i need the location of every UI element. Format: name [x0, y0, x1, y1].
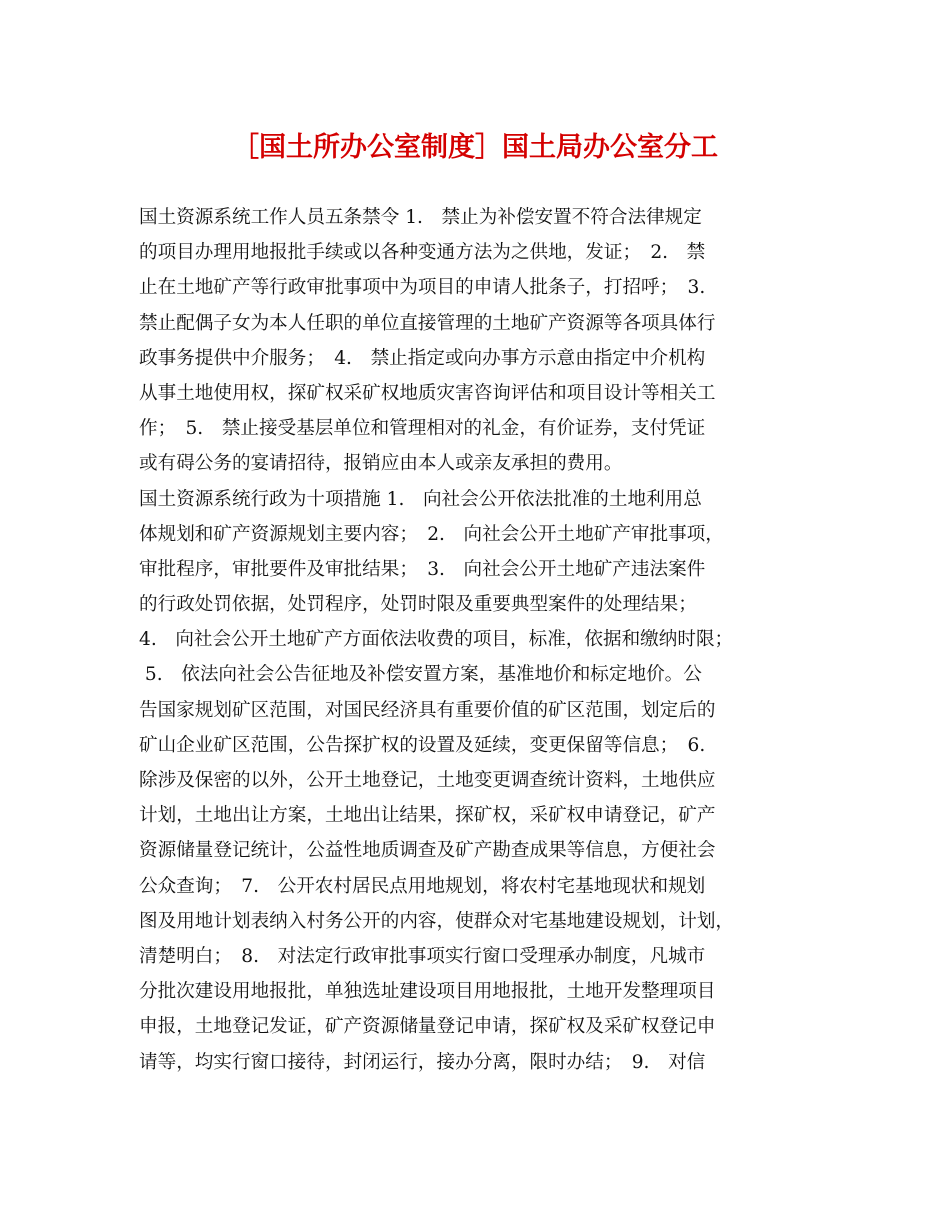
document-title: ［国土所办公室制度］国土局办公室分工 — [232, 132, 718, 163]
body-line: 告国家规划矿区范围，对国民经济具有重要价值的矿区范围，划定后的 — [139, 699, 716, 721]
body-line: 作； 5. 禁止接受基层单位和管理相对的礼金，有价证券，支付凭证 — [139, 418, 706, 440]
document-body — [139, 200, 819, 1080]
body-line: 或有碍公务的宴请招待，报销应由本人或亲友承担的费用。 — [139, 453, 623, 475]
body-line: 矿山企业矿区范围，公告探扩权的设置及延续，变更保留等信息； 6. — [139, 734, 706, 756]
body-line: 国土资源系统行政为十项措施 1. 向社会公开依法批准的土地利用总 — [139, 488, 702, 510]
body-line: 止在土地矿产等行政审批事项中为项目的申请人批条子，打招呼； 3. — [139, 277, 706, 299]
body-line: 4. 向社会公开土地矿产方面依法收费的项目，标准，依据和缴纳时限； — [139, 629, 734, 651]
body-line: 申报，土地登记发证，矿产资源储量登记申请，探矿权及采矿权登记申 — [139, 1016, 716, 1038]
body-line: 公众查询； 7. 公开农村居民点用地规划，将农村宅基地现状和规划 — [139, 875, 706, 897]
body-line: 请等，均实行窗口接待，封闭运行，接办分离，限时办结； 9. 对信 — [139, 1051, 706, 1073]
body-line: 分批次建设用地报批，单独选址建设项目用地报批，土地开发整理项目 — [139, 981, 716, 1003]
body-line: 资源储量登记统计，公益性地质调查及矿产勘查成果等信息，方便社会 — [139, 840, 716, 862]
body-line: 除涉及保密的以外，公开土地登记，土地变更调查统计资料，土地供应 — [139, 770, 716, 791]
body-line: 的行政处罚依据，处罚程序，处罚时限及重要典型案件的处理结果； — [139, 594, 697, 616]
body-line: 的项目办理用地报批手续或以各种变通方法为之供地，发证； 2. 禁 — [139, 242, 706, 264]
body-line: 清楚明白； 8. 对法定行政审批事项实行窗口受理承办制度，凡城市 — [139, 945, 706, 967]
body-line: 国土资源系统工作人员五条禁令 1. 禁止为补偿安置不符合法律规定 — [139, 207, 702, 228]
body-line: 5. 依法向社会公告征地及补偿安置方案，基准地价和标定地价。公 — [139, 664, 702, 686]
body-line: 禁止配偶子女为本人任职的单位直接管理的土地矿产资源等各项具体行 — [139, 312, 716, 334]
body-line: 审批程序，审批要件及审批结果； 3. 向社会公开土地矿产违法案件 — [139, 558, 706, 580]
body-line: 从事土地使用权，探矿权采矿权地质灾害咨询评估和项目设计等相关工 — [139, 382, 716, 404]
body-line: 计划，土地出让方案，土地出让结果，探矿权，采矿权申请登记，矿产 — [139, 805, 716, 827]
body-line: 政事务提供中介服务； 4. 禁止指定或向办事方示意由指定中介机构 — [139, 347, 706, 369]
body-line: 体规划和矿产资源规划主要内容； 2. 向社会公开土地矿产审批事项， — [139, 523, 724, 545]
body-line: 图及用地计划表纳入村务公开的内容，使群众对宅基地建设规划，计划， — [139, 910, 735, 932]
